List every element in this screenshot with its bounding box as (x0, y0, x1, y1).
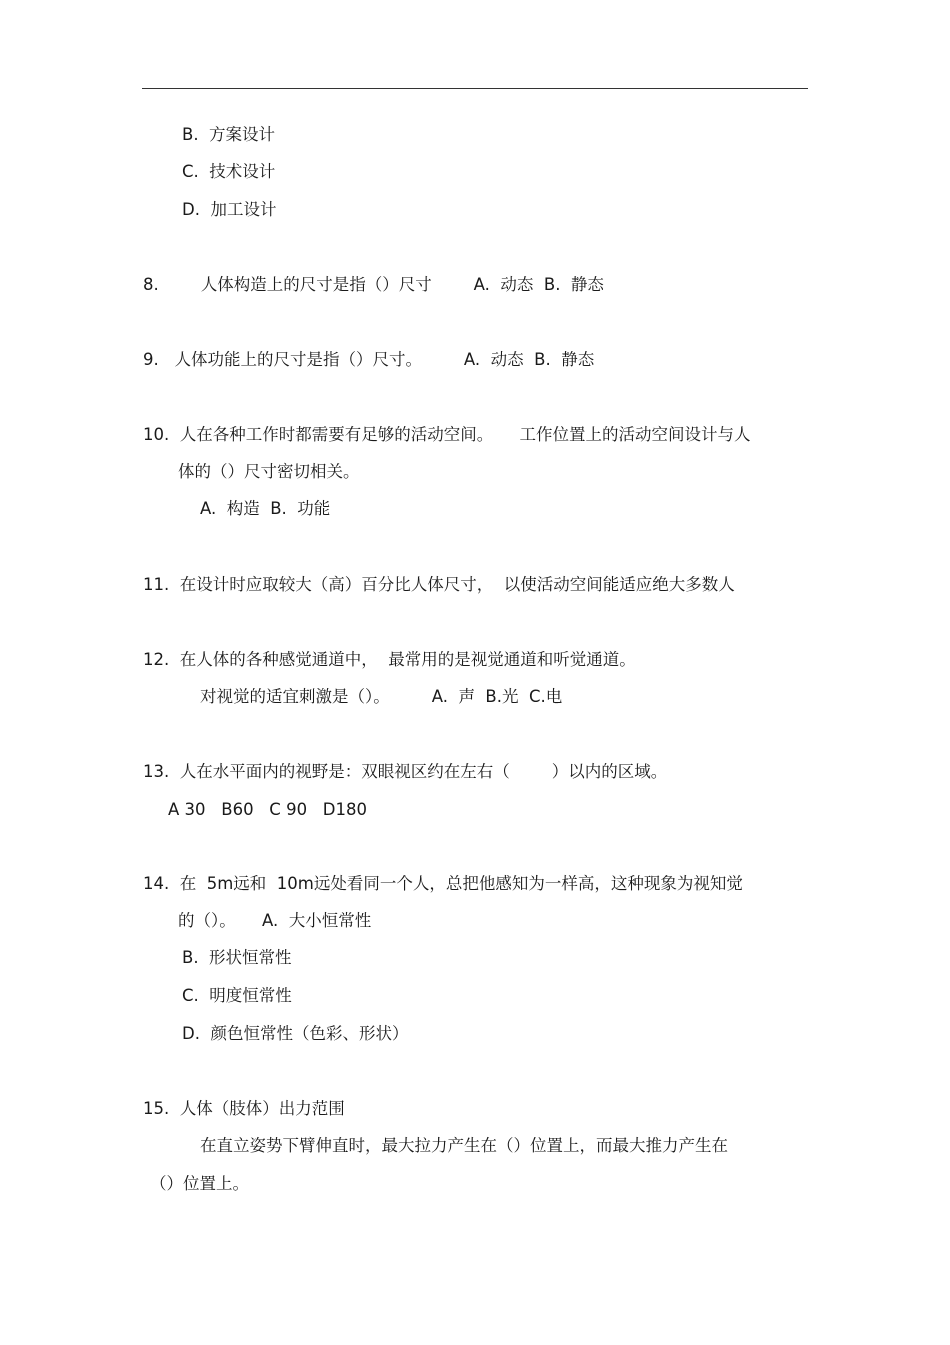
question-10-line-1: 10. 人在各种工作时都需要有足够的活动空间。 工作位置上的活动空间设计与人 (143, 425, 751, 444)
question-13-options: A 30 B60 C 90 D180 (168, 800, 368, 819)
option-d-line: D. 加工设计 (182, 200, 277, 219)
question-14-line-2: 的（）。 A. 大小恒常性 (178, 911, 372, 930)
question-14-line-1: 14. 在 5m远和 10m远处看同一个人，总把他感知为一样高，这种现象为视知觉 (143, 874, 743, 893)
option-b-line: B. 方案设计 (182, 125, 276, 144)
question-14-option-c: C. 明度恒常性 (182, 986, 292, 1005)
header-rule (142, 88, 808, 89)
question-15-line-2: 在直立姿势下臂伸直时，最大拉力产生在（）位置上，而最大推力产生在 (200, 1136, 728, 1155)
question-10-options: A. 构造 B. 功能 (200, 499, 331, 518)
question-14-option-b: B. 形状恒常性 (182, 948, 292, 967)
question-12-line-2: 对视觉的适宜刺激是（）。 A. 声 B.光 C.电 (200, 687, 563, 706)
question-15-line-3: （）位置上。 (150, 1174, 249, 1193)
question-11: 11. 在设计时应取较大（高）百分比人体尺寸， 以使活动空间能适应绝大多数人 (143, 575, 735, 594)
question-15-title: 15. 人体（肢体）出力范围 (143, 1099, 345, 1118)
question-13: 13. 人在水平面内的视野是：双眼视区约在左右（ ）以内的区域。 (143, 762, 668, 781)
question-8: 8. 人体构造上的尺寸是指（）尺寸 A. 动态 B. 静态 (143, 275, 604, 294)
question-12-line-1: 12. 在人体的各种感觉通道中， 最常用的是视觉通道和听觉通道。 (143, 650, 636, 669)
question-10-line-2: 体的（）尺寸密切相关。 (178, 462, 360, 481)
question-9: 9. 人体功能上的尺寸是指（）尺寸。 A. 动态 B. 静态 (143, 350, 595, 369)
question-14-option-d: D. 颜色恒常性（色彩、形状） (182, 1024, 409, 1043)
option-c-line: C. 技术设计 (182, 162, 276, 181)
